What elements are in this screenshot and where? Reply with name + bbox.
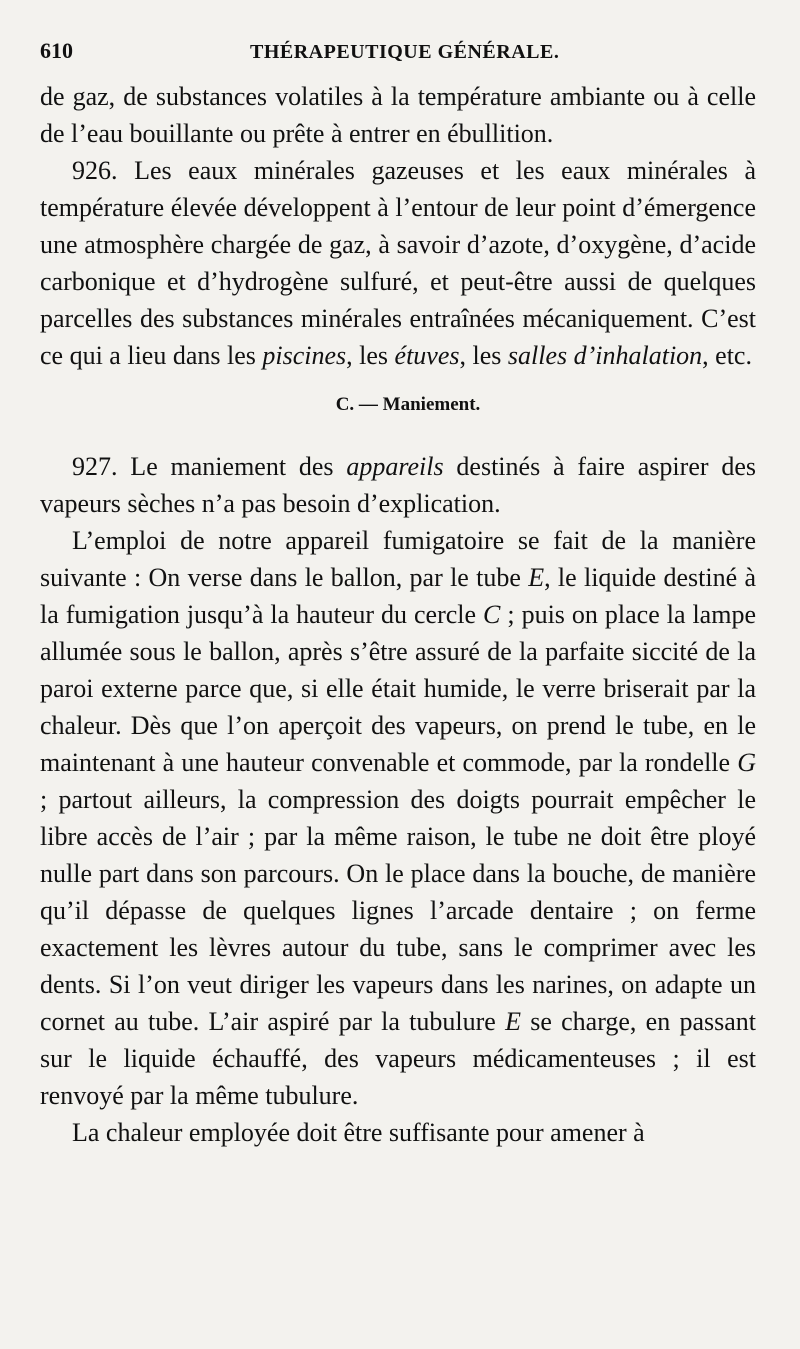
running-title: THÉRAPEUTIQUE GÉNÉRALE.	[250, 41, 560, 63]
body-text	[40, 78, 756, 1151]
paragraph-continuation	[40, 78, 756, 152]
paragraph-text: ; partout ailleurs, la compression des doigts pourrait empêcher le libre accès de l’air ; par la même raison, le tube ne doit être ployé nulle part dans son parcours. On le place dans la bouche, de manière qu’il dépasse de quelques lignes l’arcade dentaire ; on ferme exactement les lèvres autour du tube, sans le comprimer avec les dents. Si l’on veut diriger les vapeurs dans les narines, on adapte un cornet au tube. L’air aspiré par la tubulure	[40, 785, 756, 1036]
paragraph-text: , les	[459, 341, 508, 370]
italic-term: piscines	[262, 341, 347, 370]
paragraph-chaleur	[40, 1114, 756, 1151]
paragraph-text: , etc.	[702, 341, 752, 370]
italic-term: appareils	[346, 452, 444, 481]
running-head	[40, 38, 756, 78]
italic-letter: G	[737, 748, 756, 777]
paragraph-text: se charge, en passant sur le liquide échauffé, des vapeurs médicamenteuses ; il est renvoyé par la même tubulure.	[40, 1007, 757, 1110]
paragraph-text: La chaleur employée doit être suffisante pour amener à	[72, 1118, 645, 1147]
paragraph-text: , les	[346, 341, 395, 370]
spacer	[40, 430, 756, 448]
paragraph-text: 927. Le maniement des	[72, 452, 347, 481]
paragraph-emploi	[40, 522, 756, 1114]
italic-term: étuves	[394, 341, 460, 370]
paragraph-text: , le liquide destiné à la fumigation jusqu’à la hauteur du cercle	[40, 563, 756, 629]
paragraph-text: ; puis on place la lampe allumée sous le ballon, après s’être assuré de la parfaite siccité de la paroi externe parce que, si elle était humide, le verre briserait par la chaleur. Dès que l’on aperçoit des vapeurs, on prend le tube, en le maintenant à une hauteur convenable et commode, par la rondelle	[40, 600, 756, 777]
italic-letter: C	[483, 600, 501, 629]
paragraph-text: L’emploi de notre appareil fumigatoire se fait de la manière suivante : On verse dans le ballon, par le tube	[40, 526, 756, 592]
italic-letter: E	[505, 1007, 521, 1036]
paragraph-text: destinés à faire aspirer des vapeurs sèches n’a pas besoin d’explication.	[40, 452, 756, 518]
paragraph-text: de gaz, de substances volatiles à la température ambiante ou à celle de l’eau bouillante ou prête à entrer en ébullition.	[40, 82, 756, 148]
paragraph-text: 926. Les eaux minérales gazeuses et les eaux minérales à température élevée développent à l’entour de leur point d’émergence une atmosphère chargée de gaz, à savoir d’azote, d’oxygène, d’acide carbonique et d’hydrogène sulfuré, et peut-être aussi de quelques parcelles des substances minérales entraînées mécaniquement. C’est ce qui a lieu dans les	[40, 156, 756, 370]
italic-term: salles d’inhalation	[507, 341, 703, 370]
paragraph-927	[40, 448, 756, 522]
page-number: 610	[40, 38, 73, 63]
section-heading: C. — Maniement.	[335, 394, 481, 415]
italic-letter: E	[528, 563, 545, 592]
paragraph-926	[40, 152, 756, 374]
